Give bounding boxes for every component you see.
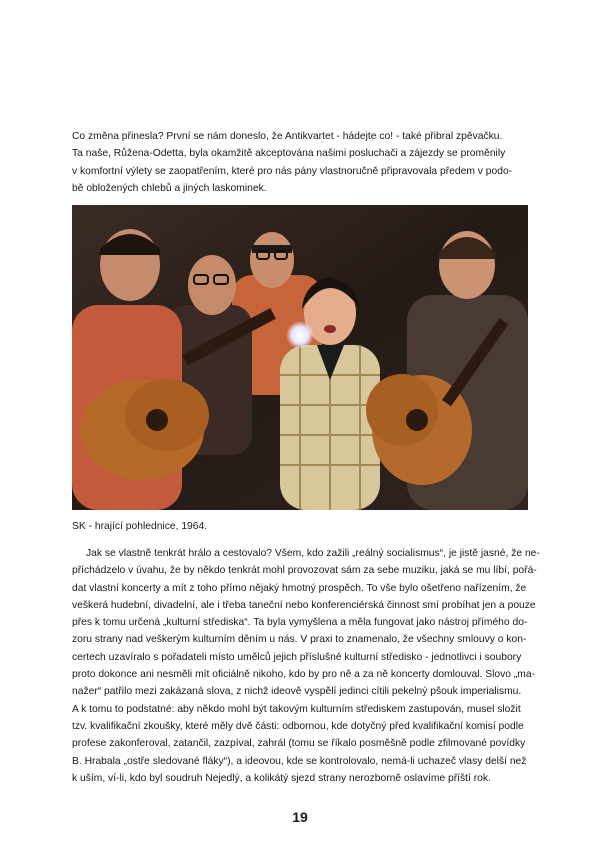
text-line: veškerá hudební, divadelní, ale i třeba taneční nebo konferenciérská činnost smí probíhat jen a pouze — [72, 599, 536, 611]
intro-paragraph — [72, 128, 528, 198]
text-line: certech uzavíralo s pořadateli místo umělců jejich příslušné kulturní středisko - jednotlivci i soubory — [72, 651, 522, 663]
text-line: profese zakonferoval, zatančil, zazpíval, zahrál (tomu se říkalo posměšně podle zfilmované povídky — [72, 738, 526, 750]
text-line: tzv. kvalifikační zkoušky, které měly dvě části: odbornou, kde dotyčný před kvalifikační komisí podle — [72, 720, 524, 732]
text-line: bě obložených chlebů a jiných laskominek. — [72, 183, 267, 195]
band-photo — [72, 205, 528, 510]
text-line: v komfortní výlety se zaopatřením, které pro nás pány vlastnoručně připravovala předem v podo- — [72, 165, 513, 177]
text-line: dat vlastní koncerty a mít z toho přímo nějaký hmotný prospěch. To vše bylo ošetřeno nařízením, že — [72, 582, 527, 594]
text-line: Jak se vlastně tenkrát hrálo a cestovalo? Všem, kdo zažili „reálný socialismus“, je jistě jasné, že ne- — [86, 548, 540, 559]
text-line: Co změna přinesla? První se nám doneslo, že Antikvartet - hádejte co! - také přibral zpěvačku. — [72, 131, 503, 142]
body-paragraph — [72, 545, 540, 787]
text-line: Ta naše, Růžena-Odetta, byla okamžitě akceptována našimi posluchači a zájezdy se proměnily — [72, 148, 506, 160]
text-line: nažer“ patřilo mezi zakázaná slova, z nichž ideově vyspělí jedinci cítili pekelný pšouk imperialismu. — [72, 686, 522, 698]
text-line: k uším, ví-li, kdo byl soudruh Nejedlý, a kolikátý sjezd strany nerozborně oslavíme příští rok. — [72, 772, 491, 784]
text-line: příchádzelo v úvahu, že by někdo tenkrát mohl provozovat sám za sebe muziku, jaká se mu líbí, pořá- — [72, 565, 537, 577]
text-line: B. Hrabala „ostře sledované fláky“), a ideovou, kde se kontrolovalo, nemá-li uchazeč vlasy delší než — [72, 755, 527, 767]
text-line: A k tomu to podstatné: aby někdo mohl být takovým kulturním střediskem zastupován, musel složit — [72, 703, 521, 715]
text-line: přes k tomu určená „kulturní střediska“. Ta byla vymyšlena a měla fungovat jako nástroj přímého do- — [72, 617, 528, 629]
text-line: zoru strany nad veškerým kulturním děním u nás. V praxi to znamenalo, že všechny smlouvy o kon- — [72, 634, 527, 646]
text-line: proto dokonce ani nesměli mít oficiálně nikoho, kdo by pro ně a za ně koncerty domlouval. Slovo „ma- — [72, 669, 536, 681]
page-number: 19 — [292, 809, 308, 825]
photo-caption: SK - hrající pohlednice, 1964. — [72, 521, 208, 532]
